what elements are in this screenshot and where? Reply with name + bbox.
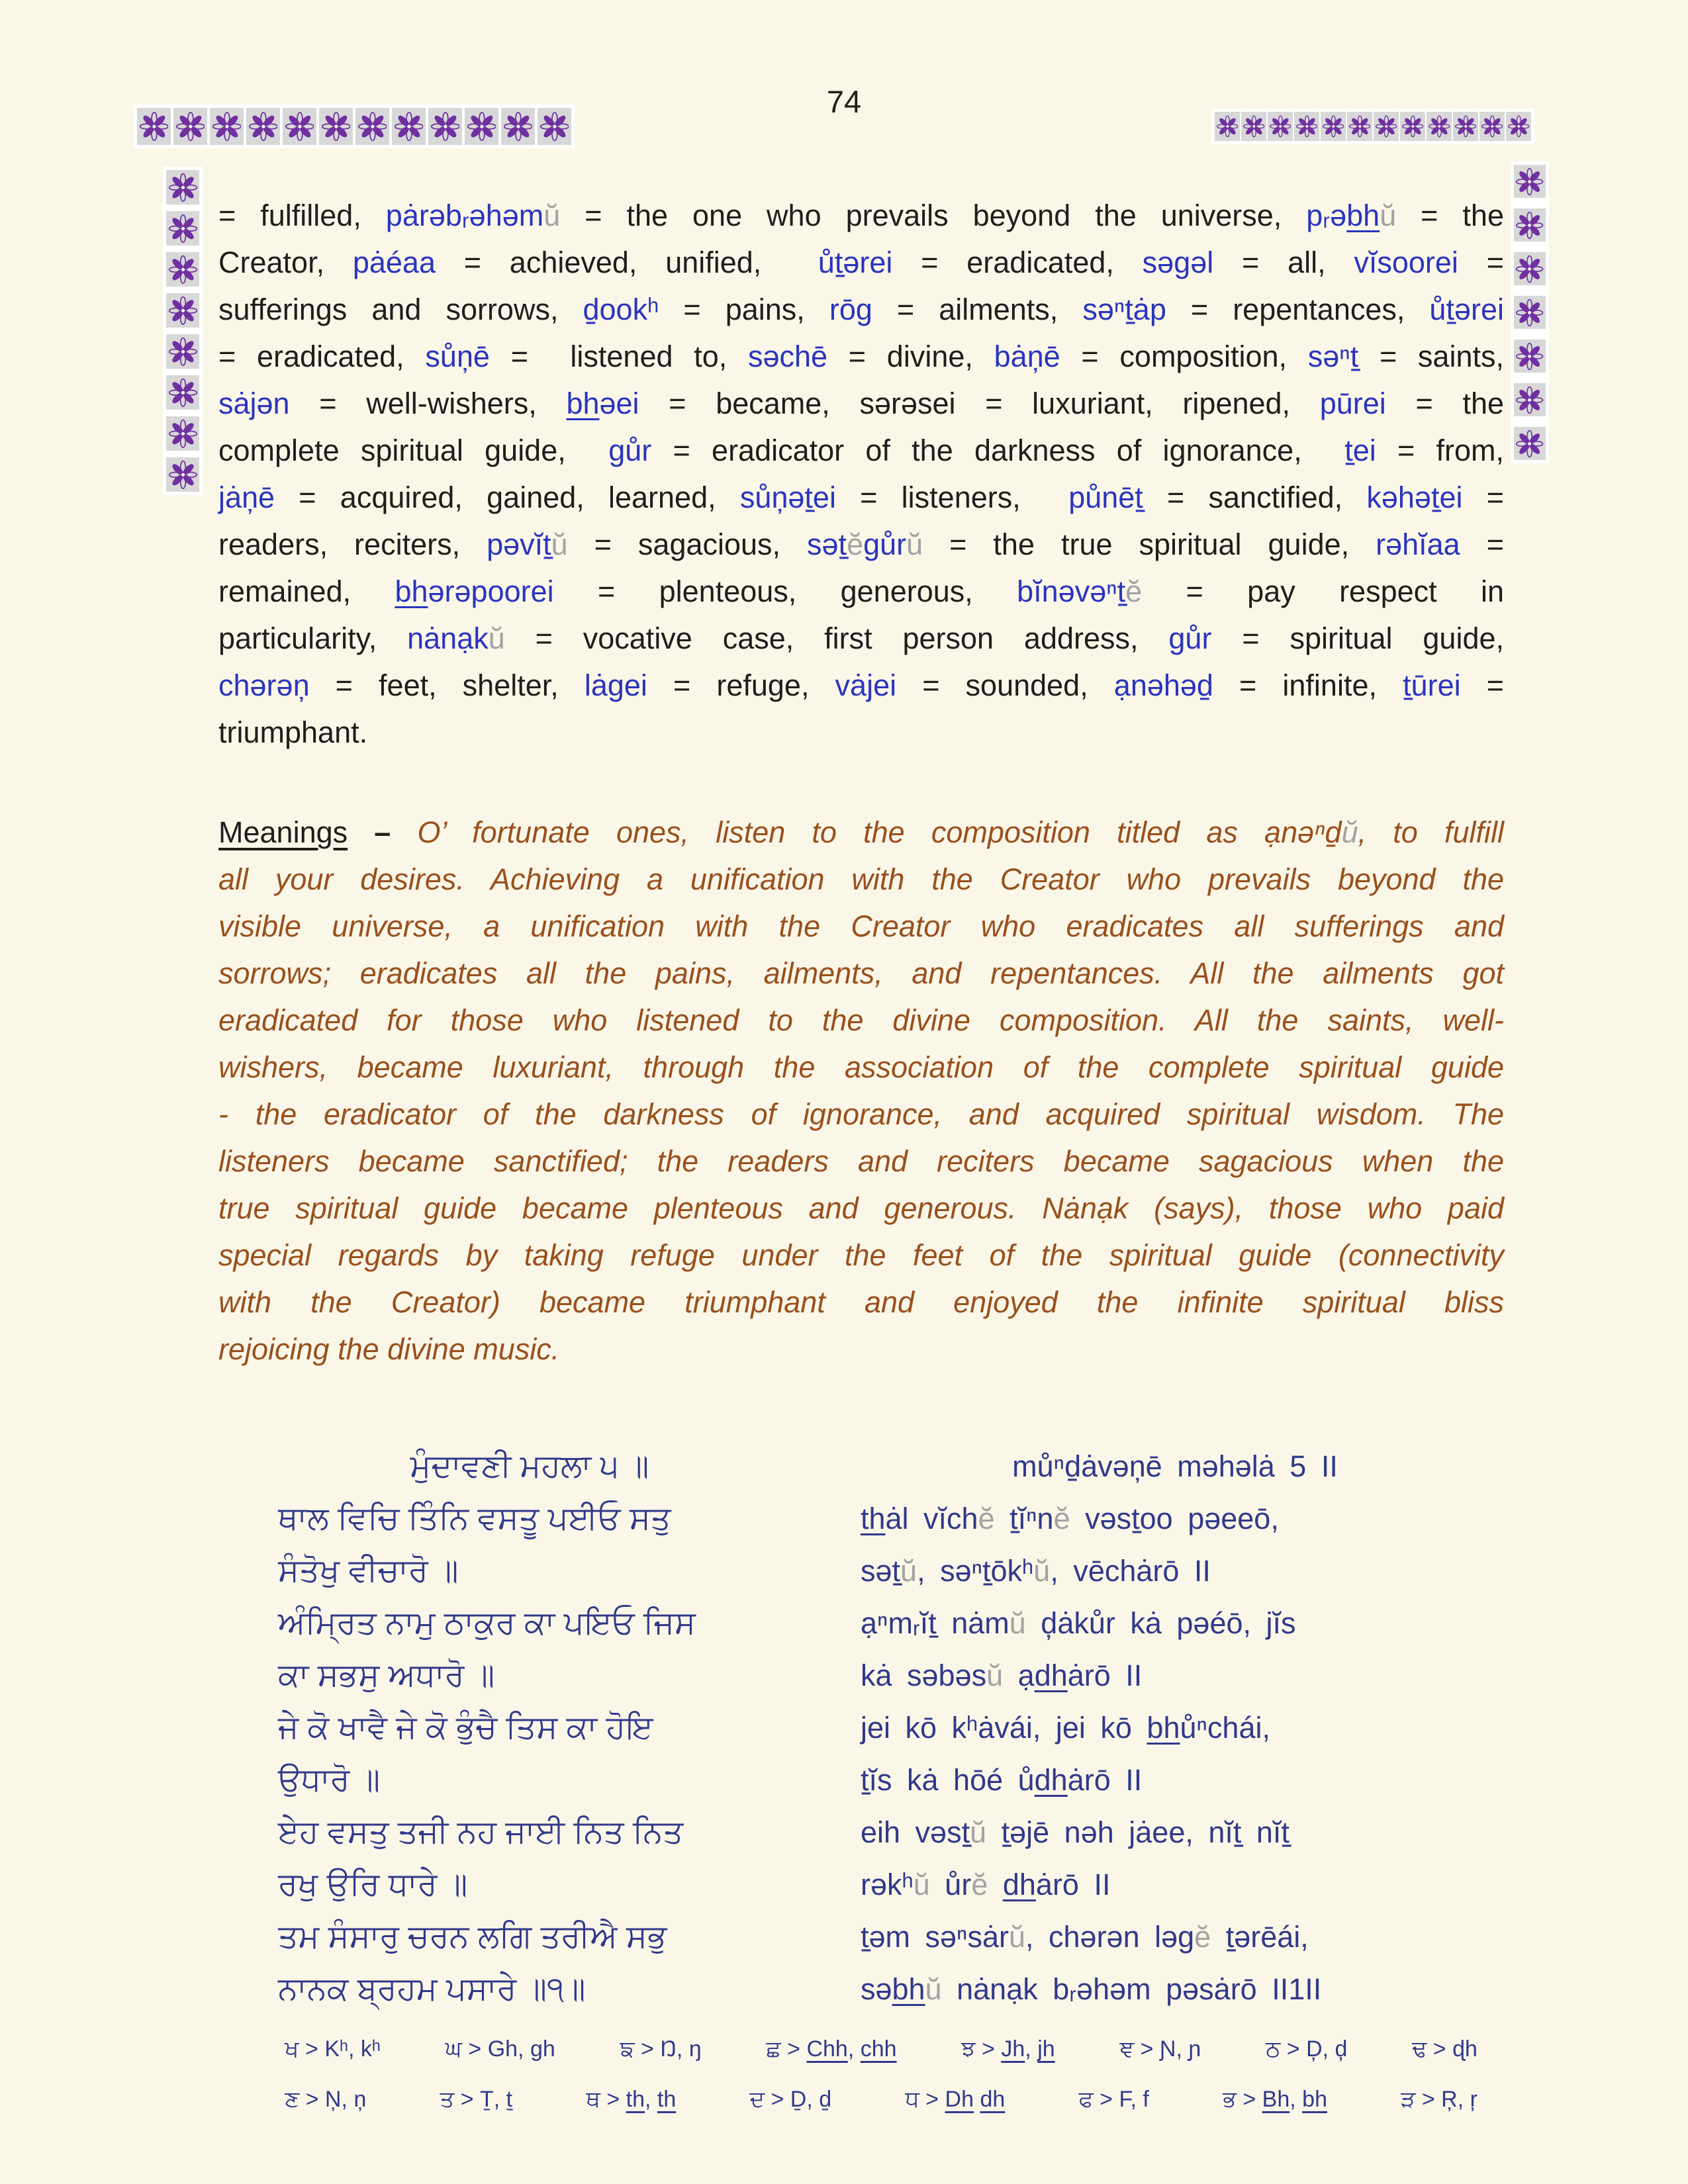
flower-icon	[169, 214, 197, 244]
legend-item: ਭ > Bh, bh	[1223, 2087, 1327, 2112]
gurmukhi-letter: ਞ	[1119, 2036, 1135, 2062]
text-line: ਰਖੁ ਉਰਿ ਧਾਰੇ ॥	[278, 1867, 468, 1902]
flower-cell	[501, 108, 535, 145]
flower-cell	[166, 334, 199, 369]
flower-cell	[166, 457, 199, 492]
text-line: sət̠ŭ, səⁿt̠ōkʰŭ, vēchȧrō II	[861, 1554, 1211, 1588]
flower-icon	[169, 378, 197, 408]
gurmukhi-letter: ਠ	[1265, 2036, 1281, 2062]
flower-icon	[322, 111, 351, 142]
text-line: ਸੰਤੋਖੁ ਵੀਚਾਰੋ ॥	[278, 1553, 459, 1588]
flower-cell	[319, 108, 353, 145]
text-line: jȧņē = acquired, gained, learned, sůņət̠ei = listeners, půnēt̠ = sanctified, kəhət̠ei =	[218, 480, 1504, 514]
legend-item: ਝ > Jh, jh	[961, 2036, 1055, 2062]
text-line: t̠əm səⁿsȧrŭ, chərən ləgĕ t̠ərēái,	[861, 1920, 1309, 1954]
flower-icon	[1508, 114, 1530, 139]
flower-cell	[1506, 112, 1531, 141]
flower-cell	[1347, 112, 1372, 141]
gurmukhi-letter: ਢ	[1412, 2036, 1427, 2062]
definitions-paragraph	[218, 192, 1504, 756]
text-line: ਏਹ ਵਸਤੁ ਤਜੀ ਨਹ ਜਾਈ ਨਿਤ ਨਿਤ	[278, 1815, 684, 1850]
text-line: ạⁿmᵣĭt̠ nȧmŭ ḑȧkůr kȧ pəéō, jĭs	[861, 1606, 1296, 1640]
legend-item: ਤ > Ṯ, ṯ	[440, 2087, 513, 2112]
flower-cell	[137, 108, 171, 145]
text-line: ਥਾਲ ਵਿਚਿ ਤਿੰਨਿ ਵਸਤੂ ਪਈਓ ਸਤੁ	[278, 1501, 671, 1536]
flower-icon	[1349, 114, 1371, 139]
flower-icon	[1217, 114, 1239, 139]
text-line: triumphant.	[218, 715, 368, 749]
ornament-strip-right	[1511, 161, 1549, 463]
flower-cell	[166, 211, 199, 246]
gurmukhi-letter: ਛ	[766, 2036, 781, 2062]
text-line: kȧ səbəsŭ ạdhȧrō II	[861, 1659, 1143, 1692]
text-line: můⁿd̠ȧvəņē məhəlȧ 5 II	[1012, 1449, 1338, 1483]
legend-item: ਛ > Chh, chh	[766, 2036, 897, 2062]
text-line: true spiritual guide became plenteous and generous. Nȧnạk (says), those who paid	[218, 1191, 1504, 1225]
flower-cell	[1294, 112, 1319, 141]
text-line: readers, reciters, pəvĭt̠ŭ = sagacious, sət̠ĕgůrŭ = the true spiritual guide, rəhĭaa =	[218, 527, 1504, 561]
flower-cell	[1400, 112, 1425, 141]
shabad-section	[278, 1440, 1489, 2015]
text-line: ਮੁੰਦਾਵਣੀ ਮਹਲਾ ੫ ॥	[410, 1449, 649, 1484]
text-line: ਨਾਨਕ ਬ੍ਰਹਮ ਪਸਾਰੇ ॥੧॥	[278, 1972, 586, 2007]
flower-cell	[1268, 112, 1293, 141]
legend-row	[285, 2074, 1477, 2124]
text-line: - the eradicator of the darkness of ignorance, and acquired spiritual wisdom. The	[218, 1097, 1504, 1131]
flower-icon	[540, 111, 569, 142]
gurmukhi-letter: ਘ	[445, 2036, 462, 2062]
flower-icon	[1516, 211, 1543, 240]
flower-cell	[246, 108, 280, 145]
flower-cell	[1514, 252, 1546, 285]
flower-cell	[428, 108, 462, 145]
flower-cell	[1514, 427, 1546, 460]
flower-icon	[140, 111, 169, 142]
text-line: sȧjən = well-wishers, bhəei = became, sərəsei = luxuriant, ripened, pūrei = the	[218, 387, 1505, 420]
flower-cell	[1215, 112, 1240, 141]
text-line: ਅੰਮ੍ਰਿਤ ਨਾਮੁ ਠਾਕੁਰ ਕਾ ਪਇਓ ਜਿਸ	[278, 1606, 696, 1641]
flower-cell	[1514, 340, 1546, 373]
flower-icon	[212, 111, 242, 142]
flower-icon	[1516, 167, 1543, 196]
flower-cell	[1453, 112, 1478, 141]
flower-icon	[1516, 386, 1543, 414]
gurmukhi-letter: ਤ	[440, 2087, 455, 2112]
flower-icon	[1516, 255, 1543, 283]
flower-cell	[1514, 165, 1546, 198]
flower-cell	[1514, 296, 1546, 329]
text-line: ਕਾ ਸਭਸੁ ਅਧਾਰੋ ॥	[278, 1658, 495, 1693]
text-line: wishers, became luxuriant, through the association of the complete spiritual guide	[218, 1050, 1504, 1084]
text-line: jei kō kʰȧvái, jei kō bhůⁿchái,	[861, 1711, 1270, 1745]
text-line: sufferings and sorrows, d̠ookʰ = pains, rōg = ailments, səⁿt̠ȧp = repentances, ůt̠ərei	[218, 293, 1504, 326]
legend-item: ਫ > F, f	[1078, 2087, 1149, 2112]
flower-icon	[504, 111, 533, 142]
gurmukhi-letter: ਭ	[1223, 2087, 1237, 2112]
legend-row	[285, 2024, 1477, 2074]
flower-cell	[392, 108, 426, 145]
flower-cell	[1479, 112, 1505, 141]
flower-icon	[1376, 114, 1397, 139]
text-line: səbhŭ nȧnạk bᵣəhəm pəsȧrō II1II	[861, 1972, 1322, 2006]
text-line: ਉਧਾਰੋ ॥	[278, 1762, 381, 1797]
text-line: rəkʰŭ ůrĕ dhȧrō II	[861, 1868, 1111, 1901]
gurmukhi-letter: ਦ	[749, 2087, 765, 2112]
flower-cell	[166, 170, 199, 205]
text-line: Creator, pȧéaa = achieved, unified, ůt̠ərei = eradicated, səgəl = all, vĭsoorei =	[218, 246, 1504, 279]
flower-cell	[173, 108, 207, 145]
legend-item: ਘ > Gh, gh	[445, 2036, 555, 2062]
flower-cell	[1514, 208, 1546, 242]
text-line: complete spiritual guide, gůr = eradicator of the darkness of ignorance, t̠ei = from,	[218, 433, 1504, 467]
flower-icon	[1296, 114, 1318, 139]
text-line: eradicated for those who listened to the divine composition. All the saints, well-	[218, 1003, 1504, 1037]
flower-icon	[169, 296, 197, 326]
flower-icon	[1270, 114, 1291, 139]
gurmukhi-column	[278, 1440, 781, 2015]
gurmukhi-letter: ਧ	[905, 2087, 919, 2112]
text-line: t̠ĭs kȧ hōé ůdhȧrō II	[861, 1763, 1143, 1797]
gurmukhi-letter: ਣ	[285, 2087, 300, 2112]
flower-icon	[431, 111, 460, 142]
gurmukhi-letter: ਫ	[1078, 2087, 1094, 2112]
text-line: thȧl vĭchĕ t̠ĭⁿnĕ vəst̠oo pəeeō,	[861, 1502, 1279, 1535]
text-line: sorrows; eradicates all the pains, ailments, and repentances. All the ailments got	[218, 956, 1504, 990]
flower-icon	[169, 460, 197, 490]
legend-item: ਙ > Ŋ, ŋ	[620, 2036, 702, 2062]
transliteration-legend	[285, 2024, 1477, 2124]
flower-cell	[166, 252, 199, 287]
flower-icon	[1402, 114, 1424, 139]
flower-icon	[169, 255, 197, 285]
legend-item: ਥ > th, th	[586, 2087, 677, 2112]
flower-icon	[169, 419, 197, 449]
flower-icon	[285, 111, 314, 142]
gurmukhi-letter: ੜ	[1401, 2087, 1416, 2112]
flower-cell	[1427, 112, 1452, 141]
flower-cell	[1321, 112, 1346, 141]
flower-cell	[283, 108, 316, 145]
flower-cell	[166, 375, 199, 410]
flower-icon	[1516, 298, 1543, 327]
legend-item: ਖ > Kʰ, kʰ	[285, 2036, 381, 2062]
flower-cell	[1241, 112, 1266, 141]
text-line: remained, bhərəpoorei = plenteous, generous, bĭnəvəⁿt̠ĕ = pay respect in	[218, 574, 1505, 608]
legend-item: ਦ > Ḏ, ḏ	[749, 2087, 832, 2112]
ornament-strip-left	[163, 167, 203, 495]
gurmukhi-letter: ਥ	[586, 2087, 600, 2112]
text-line: ਜੇ ਕੋ ਖਾਵੈ ਜੇ ਕੋ ਭੁੰਚੈ ਤਿਸ ਕਾ ਹੋਇ	[278, 1710, 653, 1745]
text-line: eih vəst̠ŭ t̠əjē nəh jȧee, nĭt̠ nĭt̠	[861, 1815, 1289, 1849]
flower-cell	[1374, 112, 1399, 141]
text-line: special regards by taking refuge under the feet of the spiritual guide (connectivity	[218, 1238, 1504, 1272]
text-line: = fulfilled, pȧrəbᵣəhəmŭ = the one who prevails beyond the universe, pᵣəbhŭ = the	[218, 199, 1504, 232]
text-line: ਤਮ ਸੰਸਾਰੁ ਚਰਨ ਲਗਿ ਤਰੀਐ ਸਭੁ	[278, 1919, 667, 1954]
legend-item: ਧ > Dh dh	[905, 2087, 1006, 2112]
ornament-strip-top-left	[134, 105, 575, 148]
flower-icon	[1516, 342, 1543, 371]
flower-cell	[538, 108, 571, 145]
text-line: chərəņ = feet, shelter, lȧgei = refuge, vȧjei = sounded, ạnəhəd̠ = infinite, t̠ūrei =	[218, 668, 1504, 702]
text-line: particularity, nȧnạkŭ = vocative case, first person address, gůr = spiritual guide,	[218, 621, 1504, 655]
text-line: listeners became sanctified; the readers and reciters became sagacious when the	[218, 1144, 1504, 1178]
gurmukhi-letter: ਝ	[961, 2036, 976, 2062]
flower-icon	[1481, 114, 1503, 139]
flower-icon	[1516, 430, 1543, 458]
flower-icon	[1455, 114, 1477, 139]
flower-cell	[166, 416, 199, 451]
gurmukhi-letter: ਖ	[285, 2036, 299, 2062]
flower-cell	[355, 108, 389, 145]
flower-icon	[249, 111, 278, 142]
text-line: rejoicing the divine music.	[218, 1332, 560, 1366]
flower-icon	[169, 173, 197, 203]
meanings-paragraph	[218, 809, 1504, 1373]
text-line: Meanings – O’ fortunate ones, listen to the composition titled as ạnəⁿd̠ŭ, to fulfill	[218, 815, 1504, 849]
text-line: = eradicated, sůņē = listened to, səchē = divine, bȧņē = composition, səⁿt̠ = saints,	[218, 340, 1504, 373]
legend-item: ਢ > ɖh	[1412, 2036, 1477, 2062]
text-line: with the Creator) became triumphant and enjoyed the infinite spiritual bliss	[218, 1285, 1504, 1319]
flower-icon	[467, 111, 496, 142]
flower-cell	[1514, 383, 1546, 416]
flower-icon	[1243, 114, 1265, 139]
ornament-strip-top-right	[1211, 109, 1534, 144]
flower-cell	[166, 293, 199, 328]
page-number: 74	[826, 84, 862, 119]
flower-cell	[465, 108, 498, 145]
flower-icon	[169, 337, 197, 367]
flower-icon	[176, 111, 205, 142]
text-line: visible universe, a unification with the Creator who eradicates all sufferings and	[218, 909, 1504, 943]
legend-item: ੜ > Ŗ, ŗ	[1401, 2087, 1477, 2112]
legend-item: ਣ > Ņ, ņ	[285, 2087, 367, 2112]
flower-cell	[210, 108, 244, 145]
transliteration-column	[861, 1440, 1489, 2015]
flower-icon	[395, 111, 424, 142]
legend-item: ਞ > Ɲ, ɲ	[1119, 2036, 1201, 2062]
flower-icon	[1323, 114, 1344, 139]
text-line: all your desires. Achieving a unification with the Creator who prevails beyond the	[218, 862, 1504, 896]
flower-icon	[1429, 114, 1450, 139]
flower-icon	[358, 111, 387, 142]
legend-item: ਠ > Ḑ, ḑ	[1265, 2036, 1348, 2062]
gurmukhi-letter: ਙ	[620, 2036, 635, 2062]
